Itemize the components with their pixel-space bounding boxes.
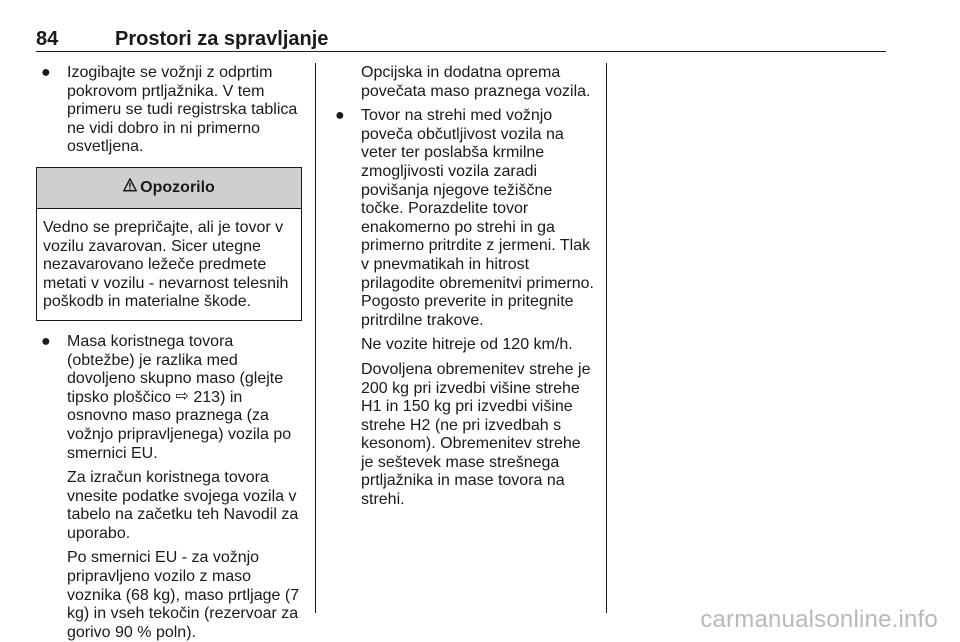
page-reference-link[interactable]: 213 <box>193 388 221 406</box>
bullet-text-start: Masa koristnega tovora (obtežbe) je razlika med dovoljeno skupno maso (glejte tipsko ploščico <box>67 332 284 406</box>
bullet-text: Tovor na strehi med vožnjo poveča občutljivost vozila na veter ter poslabša krmilne zmogljivosti vozila zaradi povišanja njegove težiščne točke. Porazdelite tovor enakomerno po strehi in ga primerno pritrdite z jermeni. Tlak v pnevmatikah in hitrost prilagodite obremenitvi primerno. Pogosto preverite in pritegnite pritrdilne trakove. <box>361 107 594 329</box>
paragraph: Za izračun koristnega tovora vnesite podatke svojega vozila v tabelo na začetku teh Navodil za uporabo. <box>67 469 299 542</box>
page-reference-arrow-icon: ⇨ <box>175 387 189 405</box>
paragraph: Po smernici EU - za vožnjo pripravljeno vozilo z maso voznika (68 kg), maso prtljage (7 kg) in vseh tekočin (rezervoar za gorivo 90 % poln). <box>67 549 300 641</box>
warning-box <box>36 167 302 321</box>
column-divider <box>315 63 316 613</box>
warning-header <box>37 168 301 209</box>
bullet-text-end: ) in osnovno maso praznega (za vožnjo pripravljenega) vozila po smernici EU. <box>67 388 292 462</box>
page-number: 84 <box>36 28 59 50</box>
warning-triangle-icon <box>123 178 137 198</box>
paragraph: Dovoljena obremenitev strehe je 200 kg pri izvedbi višine strehe H1 in 150 kg pri izvedbi višine strehe H2 (ne pri izvedbah s kesonom). Obremenitev strehe je seštevek mase strešnega prtljažnika in mase tovora na strehi. <box>361 360 591 509</box>
list-item <box>330 107 594 330</box>
warning-title: Opozorilo <box>140 178 215 196</box>
list-item <box>36 333 302 463</box>
bullet-dot: ● <box>41 332 51 350</box>
paragraph: Ne vozite hitreje od 120 km/h. <box>361 336 573 354</box>
left-column <box>36 64 302 642</box>
watermark: carmanualsonline.info <box>700 606 938 633</box>
warning-body: Vedno se prepričajte, ali je tovor v vozilu zavarovan. Sicer utegne nezavarovano ležeče predmete metati v vozilu - nevarnost telesnih poškodb in materialne škode. <box>43 218 289 311</box>
paragraph: Opcijska in dodatna oprema povečata maso praznega vozila. <box>361 64 591 100</box>
page-header <box>36 26 886 52</box>
list-item <box>36 64 302 157</box>
right-column <box>330 64 594 510</box>
bullet-dot: ● <box>335 107 345 125</box>
bullet-dot: ● <box>41 64 51 81</box>
bullet-text: Izogibajte se vožnji z odprtim pokrovom prtljažnika. V tem primeru se tudi registrska tablica ne vidi dobro in ni primerno osvetljena. <box>67 64 298 156</box>
column-divider <box>606 63 607 613</box>
section-title: Prostori za spravljanje <box>115 28 329 50</box>
header-rule <box>36 51 886 52</box>
